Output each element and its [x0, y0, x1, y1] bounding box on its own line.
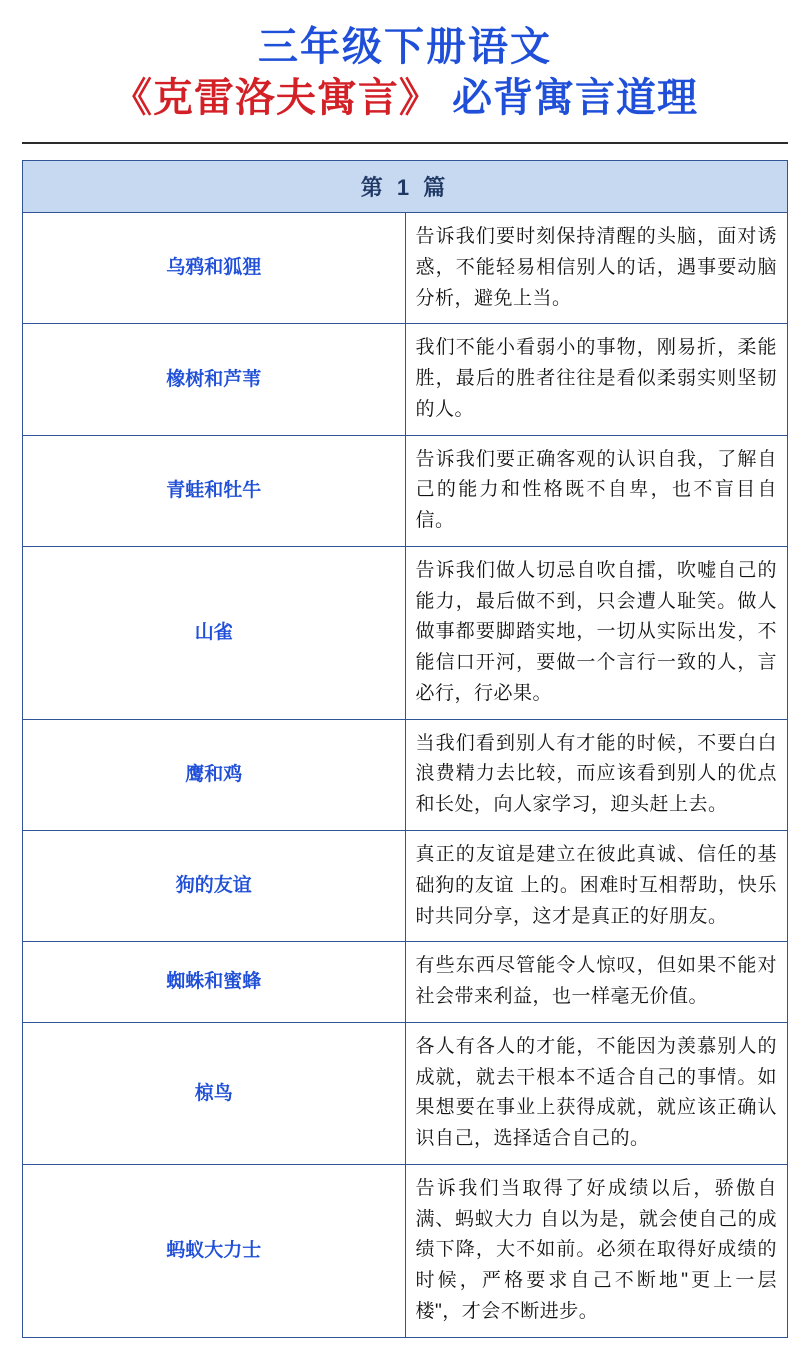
table-row	[23, 213, 788, 324]
fable-moral: 真正的友谊是建立在彼此真诚、信任的基础狗的友谊 上的。困难时互相帮助，快乐时共同分享，这才是真正的好朋友。	[405, 831, 788, 942]
page-title-book-name: 《克雷洛夫寓言》	[111, 76, 440, 120]
table-row	[23, 435, 788, 546]
fable-name: 蚂蚁大力士	[23, 1164, 406, 1337]
table-row	[23, 719, 788, 830]
table-row	[23, 831, 788, 942]
fable-name: 椋鸟	[23, 1022, 406, 1164]
fable-moral: 当我们看到别人有才能的时候，不要白白浪费精力去比较，而应该看到别人的优点和长处，向人家学习，迎头赶上去。	[405, 719, 788, 830]
page-title-line2	[22, 72, 788, 124]
title-block	[22, 18, 788, 134]
fable-moral: 告诉我们做人切忌自吹自擂，吹嘘自己的能力，最后做不到，只会遭人耻笑。做人做事都要脚踏实地，一切从实际出发，不能信口开河，要做一个言行一致的人，言必行，行必果。	[405, 546, 788, 719]
table-row	[23, 1022, 788, 1164]
title-divider	[22, 142, 788, 144]
fable-name: 山雀	[23, 546, 406, 719]
page-title-line1: 三年级下册语文	[258, 25, 552, 69]
page-title-subtitle: 必背寓言道理	[452, 76, 699, 120]
table-section-header-row	[23, 161, 788, 213]
section-header: 第 1 篇	[23, 161, 788, 213]
fable-table-body	[23, 161, 788, 1338]
table-row	[23, 942, 788, 1023]
fable-name: 橡树和芦苇	[23, 324, 406, 435]
fable-moral: 各人有各人的才能，不能因为羡慕别人的成就，就去干根本不适合自己的事情。如果想要在事业上获得成就，就应该正确认识自己，选择适合自己的。	[405, 1022, 788, 1164]
table-row	[23, 324, 788, 435]
fable-moral: 告诉我们当取得了好成绩以后，骄傲自满、蚂蚁大力 自以为是，就会使自己的成绩下降，大不如前。必须在取得好成绩的时候，严格要求自己不断地"更上一层楼"，才会不断进步。	[405, 1164, 788, 1337]
fable-name: 蜘蛛和蜜蜂	[23, 942, 406, 1023]
fable-moral: 告诉我们要时刻保持清醒的头脑，面对诱惑，不能轻易相信别人的话，遇事要动脑分析，避免上当。	[405, 213, 788, 324]
table-row	[23, 546, 788, 719]
fable-name: 青蛙和牡牛	[23, 435, 406, 546]
fable-table	[22, 160, 788, 1338]
fable-name: 狗的友谊	[23, 831, 406, 942]
table-row	[23, 1164, 788, 1337]
fable-moral: 有些东西尽管能令人惊叹，但如果不能对社会带来利益，也一样毫无价值。	[405, 942, 788, 1023]
fable-name: 乌鸦和狐狸	[23, 213, 406, 324]
fable-moral: 我们不能小看弱小的事物，刚易折，柔能胜，最后的胜者往往是看似柔弱实则坚韧的人。	[405, 324, 788, 435]
fable-name: 鹰和鸡	[23, 719, 406, 830]
fable-moral: 告诉我们要正确客观的认识自我，了解自己的能力和性格既不自卑，也不盲目自信。	[405, 435, 788, 546]
